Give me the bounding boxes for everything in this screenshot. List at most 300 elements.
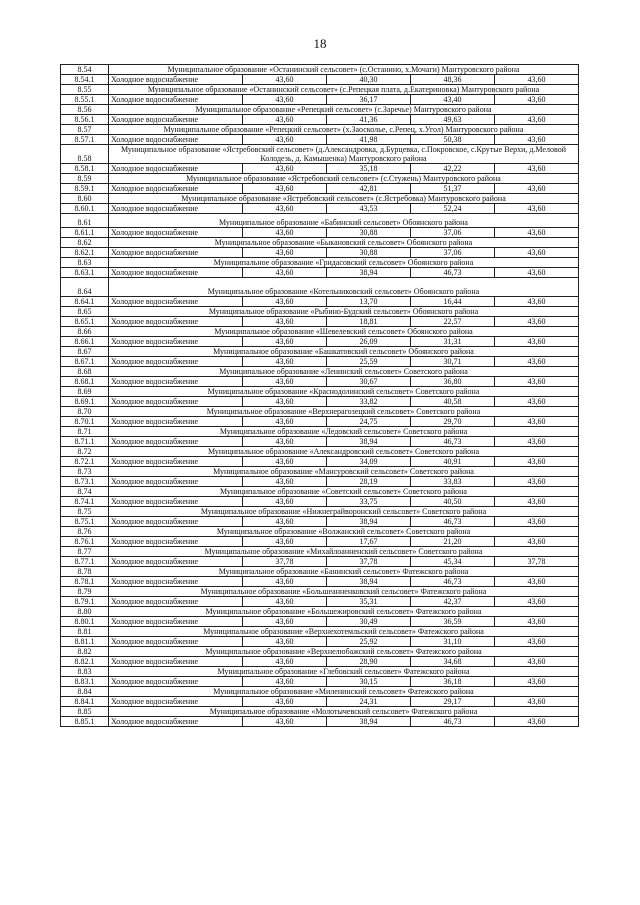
tariff-value-3: 45,34 xyxy=(411,557,495,567)
tariff-value-4: 43,60 xyxy=(495,204,579,214)
municipality-title: Муниципальное образование «Михайлоанненский сельсовет» Советского района xyxy=(109,547,579,557)
tariff-table xyxy=(60,64,579,727)
row-code: 8.58 xyxy=(61,145,109,164)
service-name: Холодное водоснабжение xyxy=(109,437,243,447)
municipality-title: Муниципальное образование «Глебовский сельсовет» Фатежского района xyxy=(109,667,579,677)
tariff-value-4: 43,60 xyxy=(495,164,579,174)
tariff-value-3: 46,73 xyxy=(411,268,495,278)
municipality-row xyxy=(61,347,579,357)
service-name: Холодное водоснабжение xyxy=(109,717,243,727)
tariff-value-3: 29,17 xyxy=(411,697,495,707)
tariff-value-1: 43,60 xyxy=(243,657,327,667)
municipality-row xyxy=(61,194,579,204)
municipality-title: Муниципальное образование «Волжанский сельсовет» Советского района xyxy=(109,527,579,537)
row-code: 8.61.1 xyxy=(61,228,109,238)
tariff-value-2: 37,78 xyxy=(327,557,411,567)
service-row xyxy=(61,268,579,278)
tariff-value-2: 43,53 xyxy=(327,204,411,214)
tariff-value-4: 43,60 xyxy=(495,95,579,105)
row-code: 8.81 xyxy=(61,627,109,637)
row-code: 8.62 xyxy=(61,238,109,248)
tariff-value-1: 43,60 xyxy=(243,677,327,687)
tariff-value-3: 42,37 xyxy=(411,597,495,607)
tariff-value-4: 43,60 xyxy=(495,477,579,487)
service-row xyxy=(61,377,579,387)
row-code: 8.58.1 xyxy=(61,164,109,174)
tariff-value-1: 43,60 xyxy=(243,357,327,367)
tariff-value-3: 40,58 xyxy=(411,397,495,407)
tariff-value-1: 43,60 xyxy=(243,417,327,427)
service-row xyxy=(61,357,579,367)
row-code: 8.80 xyxy=(61,607,109,617)
tariff-value-3: 36,18 xyxy=(411,677,495,687)
service-name: Холодное водоснабжение xyxy=(109,677,243,687)
municipality-row xyxy=(61,507,579,517)
tariff-value-2: 13,70 xyxy=(327,297,411,307)
tariff-value-1: 43,60 xyxy=(243,268,327,278)
service-row xyxy=(61,617,579,627)
service-name: Холодное водоснабжение xyxy=(109,164,243,174)
row-code: 8.80.1 xyxy=(61,617,109,627)
tariff-value-1: 43,60 xyxy=(243,717,327,727)
service-name: Холодное водоснабжение xyxy=(109,697,243,707)
municipality-title: Муниципальное образование «Котельниковский сельсовет» Обоянского района xyxy=(109,278,579,297)
tariff-value-4: 43,60 xyxy=(495,637,579,647)
tariff-value-4: 43,60 xyxy=(495,617,579,627)
tariff-value-4: 43,60 xyxy=(495,697,579,707)
tariff-value-1: 43,60 xyxy=(243,135,327,145)
municipality-row xyxy=(61,587,579,597)
municipality-row xyxy=(61,367,579,377)
row-code: 8.71 xyxy=(61,427,109,437)
municipality-row xyxy=(61,327,579,337)
municipality-title: Муниципальное образование «Нижнеграйворонский сельсовет» Советского района xyxy=(109,507,579,517)
tariff-value-4: 43,60 xyxy=(495,268,579,278)
municipality-title: Муниципальное образование «Верхнелюбажский сельсовет» Фатежского района xyxy=(109,647,579,657)
tariff-value-1: 43,60 xyxy=(243,597,327,607)
row-code: 8.67 xyxy=(61,347,109,357)
service-name: Холодное водоснабжение xyxy=(109,377,243,387)
tariff-value-2: 38,94 xyxy=(327,437,411,447)
row-code: 8.77.1 xyxy=(61,557,109,567)
tariff-value-1: 43,60 xyxy=(243,517,327,527)
municipality-row xyxy=(61,407,579,417)
municipality-row xyxy=(61,65,579,75)
tariff-value-1: 43,60 xyxy=(243,437,327,447)
row-code: 8.60.1 xyxy=(61,204,109,214)
municipality-row xyxy=(61,447,579,457)
tariff-value-3: 36,59 xyxy=(411,617,495,627)
tariff-value-1: 43,60 xyxy=(243,248,327,258)
tariff-value-1: 37,78 xyxy=(243,557,327,567)
tariff-value-2: 33,82 xyxy=(327,397,411,407)
row-code: 8.82 xyxy=(61,647,109,657)
row-code: 8.75 xyxy=(61,507,109,517)
tariff-value-4: 43,60 xyxy=(495,657,579,667)
row-code: 8.74 xyxy=(61,487,109,497)
municipality-row xyxy=(61,145,579,164)
tariff-value-1: 43,60 xyxy=(243,297,327,307)
service-row xyxy=(61,457,579,467)
service-name: Холодное водоснабжение xyxy=(109,337,243,347)
service-row xyxy=(61,517,579,527)
tariff-value-2: 38,94 xyxy=(327,717,411,727)
tariff-value-2: 30,67 xyxy=(327,377,411,387)
tariff-value-4: 43,60 xyxy=(495,228,579,238)
service-name: Холодное водоснабжение xyxy=(109,497,243,507)
municipality-title: Муниципальное образование «Краснодолинский сельсовет» Советского района xyxy=(109,387,579,397)
service-name: Холодное водоснабжение xyxy=(109,417,243,427)
tariff-value-3: 42,22 xyxy=(411,164,495,174)
tariff-value-3: 21,20 xyxy=(411,537,495,547)
municipality-title: Муниципальное образование «Гридасовский сельсовет» Обоянского района xyxy=(109,258,579,268)
municipality-row xyxy=(61,387,579,397)
tariff-value-1: 43,60 xyxy=(243,184,327,194)
tariff-value-3: 34,68 xyxy=(411,657,495,667)
municipality-title: Муниципальное образование «Останинский сельсовет» (с.Останино, х.Мочаги) Мантуровского района xyxy=(109,65,579,75)
row-code: 8.62.1 xyxy=(61,248,109,258)
municipality-row xyxy=(61,487,579,497)
municipality-title: Муниципальное образование «Ястребовский сельсовет» (с.Стужень) Мантуровского района xyxy=(109,174,579,184)
row-code: 8.57.1 xyxy=(61,135,109,145)
tariff-value-2: 35,31 xyxy=(327,597,411,607)
municipality-title: Муниципальное образование «Репецкий сельсовет» (х.Заосколье, с.Репец, х.Угол) Мантуровского района xyxy=(109,125,579,135)
tariff-value-4: 43,60 xyxy=(495,377,579,387)
tariff-value-1: 43,60 xyxy=(243,75,327,85)
tariff-value-1: 43,60 xyxy=(243,637,327,647)
service-row xyxy=(61,417,579,427)
tariff-value-1: 43,60 xyxy=(243,95,327,105)
row-code: 8.85 xyxy=(61,707,109,717)
tariff-value-2: 30,49 xyxy=(327,617,411,627)
row-code: 8.70.1 xyxy=(61,417,109,427)
tariff-value-3: 36,80 xyxy=(411,377,495,387)
service-row xyxy=(61,164,579,174)
row-code: 8.59.1 xyxy=(61,184,109,194)
row-code: 8.54 xyxy=(61,65,109,75)
row-code: 8.66 xyxy=(61,327,109,337)
row-code: 8.67.1 xyxy=(61,357,109,367)
tariff-value-3: 29,70 xyxy=(411,417,495,427)
service-name: Холодное водоснабжение xyxy=(109,204,243,214)
service-row xyxy=(61,184,579,194)
service-name: Холодное водоснабжение xyxy=(109,657,243,667)
service-row xyxy=(61,477,579,487)
municipality-title: Муниципальное образование «Башкатовский сельсовет» Обоянского района xyxy=(109,347,579,357)
tariff-value-2: 28,90 xyxy=(327,657,411,667)
municipality-title: Муниципальное образование «Большежировский сельсовет» Фатежского района xyxy=(109,607,579,617)
municipality-title: Муниципальное образование «Молотычевский сельсовет» Фатежского района xyxy=(109,707,579,717)
municipality-row xyxy=(61,125,579,135)
municipality-title: Муниципальное образование «Верхнерагозецкий сельсовет» Советского района xyxy=(109,407,579,417)
row-code: 8.63.1 xyxy=(61,268,109,278)
service-name: Холодное водоснабжение xyxy=(109,115,243,125)
tariff-value-3: 22,57 xyxy=(411,317,495,327)
municipality-title: Муниципальное образование «Мансуровский сельсовет» Советского района xyxy=(109,467,579,477)
tariff-value-3: 46,73 xyxy=(411,437,495,447)
row-code: 8.75.1 xyxy=(61,517,109,527)
municipality-title: Муниципальное образование «Ледовский сельсовет» Советского района xyxy=(109,427,579,437)
service-name: Холодное водоснабжение xyxy=(109,637,243,647)
tariff-value-2: 30,88 xyxy=(327,228,411,238)
service-row xyxy=(61,597,579,607)
service-row xyxy=(61,75,579,85)
municipality-row xyxy=(61,627,579,637)
service-name: Холодное водоснабжение xyxy=(109,268,243,278)
tariff-value-4: 43,60 xyxy=(495,717,579,727)
service-row xyxy=(61,317,579,327)
tariff-value-2: 42,81 xyxy=(327,184,411,194)
municipality-row xyxy=(61,307,579,317)
row-code: 8.84.1 xyxy=(61,697,109,707)
row-code: 8.61 xyxy=(61,214,109,228)
tariff-value-4: 43,60 xyxy=(495,397,579,407)
tariff-value-4: 43,60 xyxy=(495,457,579,467)
tariff-value-1: 43,60 xyxy=(243,537,327,547)
service-name: Холодное водоснабжение xyxy=(109,135,243,145)
tariff-value-1: 43,60 xyxy=(243,577,327,587)
municipality-row xyxy=(61,238,579,248)
municipality-row xyxy=(61,214,579,228)
tariff-value-3: 37,06 xyxy=(411,228,495,238)
service-row xyxy=(61,637,579,647)
tariff-value-4: 43,60 xyxy=(495,357,579,367)
row-code: 8.73 xyxy=(61,467,109,477)
row-code: 8.63 xyxy=(61,258,109,268)
service-name: Холодное водоснабжение xyxy=(109,557,243,567)
row-code: 8.82.1 xyxy=(61,657,109,667)
municipality-row xyxy=(61,567,579,577)
tariff-table-body xyxy=(61,65,579,727)
tariff-value-3: 46,73 xyxy=(411,717,495,727)
municipality-row xyxy=(61,85,579,95)
tariff-value-4: 43,60 xyxy=(495,677,579,687)
tariff-value-1: 43,60 xyxy=(243,317,327,327)
service-name: Холодное водоснабжение xyxy=(109,457,243,467)
row-code: 8.72.1 xyxy=(61,457,109,467)
row-code: 8.78 xyxy=(61,567,109,577)
tariff-value-2: 18,81 xyxy=(327,317,411,327)
tariff-value-2: 30,88 xyxy=(327,248,411,258)
tariff-value-3: 37,06 xyxy=(411,248,495,258)
tariff-value-1: 43,60 xyxy=(243,457,327,467)
page-number: 18 xyxy=(313,36,327,51)
tariff-value-2: 17,67 xyxy=(327,537,411,547)
row-code: 8.77 xyxy=(61,547,109,557)
service-row xyxy=(61,204,579,214)
row-code: 8.65 xyxy=(61,307,109,317)
tariff-value-2: 38,94 xyxy=(327,517,411,527)
municipality-row xyxy=(61,607,579,617)
tariff-value-3: 33,83 xyxy=(411,477,495,487)
tariff-value-4: 43,60 xyxy=(495,317,579,327)
tariff-value-1: 43,60 xyxy=(243,228,327,238)
service-row xyxy=(61,677,579,687)
row-code: 8.83.1 xyxy=(61,677,109,687)
municipality-title: Муниципальное образование «Репецкий сельсовет» (с.Заречье) Мантуровского района xyxy=(109,105,579,115)
tariff-value-3: 50,38 xyxy=(411,135,495,145)
tariff-value-3: 40,91 xyxy=(411,457,495,467)
tariff-value-1: 43,60 xyxy=(243,697,327,707)
service-row xyxy=(61,717,579,727)
service-name: Холодное водоснабжение xyxy=(109,517,243,527)
service-name: Холодное водоснабжение xyxy=(109,617,243,627)
row-code: 8.57 xyxy=(61,125,109,135)
tariff-value-2: 40,30 xyxy=(327,75,411,85)
municipality-title: Муниципальное образование «Бабинский сельсовет» Обоянского района xyxy=(109,214,579,228)
municipality-row xyxy=(61,105,579,115)
row-code: 8.78.1 xyxy=(61,577,109,587)
municipality-row xyxy=(61,467,579,477)
row-code: 8.79.1 xyxy=(61,597,109,607)
service-row xyxy=(61,437,579,447)
service-row xyxy=(61,228,579,238)
municipality-row xyxy=(61,687,579,697)
service-name: Холодное водоснабжение xyxy=(109,357,243,367)
tariff-value-4: 43,60 xyxy=(495,597,579,607)
tariff-value-4: 43,60 xyxy=(495,437,579,447)
tariff-value-2: 38,94 xyxy=(327,268,411,278)
row-code: 8.76 xyxy=(61,527,109,537)
tariff-value-4: 43,60 xyxy=(495,297,579,307)
row-code: 8.56.1 xyxy=(61,115,109,125)
service-name: Холодное водоснабжение xyxy=(109,184,243,194)
tariff-value-4: 43,60 xyxy=(495,248,579,258)
tariff-value-3: 46,73 xyxy=(411,577,495,587)
row-code: 8.59 xyxy=(61,174,109,184)
tariff-value-2: 28,19 xyxy=(327,477,411,487)
row-code: 8.74.1 xyxy=(61,497,109,507)
municipality-title: Муниципальное образование «Банинский сельсовет» Фатежского района xyxy=(109,567,579,577)
tariff-value-1: 43,60 xyxy=(243,477,327,487)
tariff-value-1: 43,60 xyxy=(243,115,327,125)
tariff-value-4: 43,60 xyxy=(495,497,579,507)
tariff-value-2: 34,09 xyxy=(327,457,411,467)
municipality-title: Муниципальное образование «Александровский сельсовет» Советского района xyxy=(109,447,579,457)
service-name: Холодное водоснабжение xyxy=(109,228,243,238)
municipality-title: Муниципальное образование «Рыбино-Будский сельсовет» Обоянского района xyxy=(109,307,579,317)
municipality-row xyxy=(61,547,579,557)
service-name: Холодное водоснабжение xyxy=(109,297,243,307)
row-code: 8.72 xyxy=(61,447,109,457)
service-name: Холодное водоснабжение xyxy=(109,537,243,547)
municipality-row xyxy=(61,427,579,437)
service-row xyxy=(61,397,579,407)
municipality-row xyxy=(61,174,579,184)
tariff-value-2: 25,59 xyxy=(327,357,411,367)
service-row xyxy=(61,135,579,145)
tariff-value-4: 43,60 xyxy=(495,184,579,194)
tariff-value-4: 37,78 xyxy=(495,557,579,567)
row-code: 8.81.1 xyxy=(61,637,109,647)
tariff-value-3: 49,63 xyxy=(411,115,495,125)
row-code: 8.83 xyxy=(61,667,109,677)
row-code: 8.54.1 xyxy=(61,75,109,85)
service-name: Холодное водоснабжение xyxy=(109,397,243,407)
row-code: 8.70 xyxy=(61,407,109,417)
tariff-value-2: 41,36 xyxy=(327,115,411,125)
tariff-value-3: 31,10 xyxy=(411,637,495,647)
municipality-title: Муниципальное образование «Верхнехотемльский сельсовет» Фатежского района xyxy=(109,627,579,637)
municipality-row xyxy=(61,258,579,268)
municipality-title: Муниципальное образование «Останинский сельсовет» (с.Репецкая плата, д.Екатериновка) Мантуровского района xyxy=(109,85,579,95)
service-row xyxy=(61,297,579,307)
row-code: 8.60 xyxy=(61,194,109,204)
service-row xyxy=(61,657,579,667)
tariff-value-2: 26,09 xyxy=(327,337,411,347)
service-row xyxy=(61,337,579,347)
service-row xyxy=(61,95,579,105)
tariff-value-2: 38,94 xyxy=(327,577,411,587)
row-code: 8.66.1 xyxy=(61,337,109,347)
tariff-value-3: 30,71 xyxy=(411,357,495,367)
tariff-value-4: 43,60 xyxy=(495,337,579,347)
service-name: Холодное водоснабжение xyxy=(109,577,243,587)
tariff-value-1: 43,60 xyxy=(243,617,327,627)
tariff-value-2: 30,15 xyxy=(327,677,411,687)
service-name: Холодное водоснабжение xyxy=(109,317,243,327)
row-code: 8.85.1 xyxy=(61,717,109,727)
row-code: 8.71.1 xyxy=(61,437,109,447)
row-code: 8.68 xyxy=(61,367,109,377)
row-code: 8.64 xyxy=(61,278,109,297)
row-code: 8.69 xyxy=(61,387,109,397)
tariff-value-1: 43,60 xyxy=(243,204,327,214)
service-name: Холодное водоснабжение xyxy=(109,477,243,487)
tariff-value-3: 46,73 xyxy=(411,517,495,527)
municipality-title: Муниципальное образование «Советский сельсовет» Советского района xyxy=(109,487,579,497)
row-code: 8.68.1 xyxy=(61,377,109,387)
tariff-value-3: 31,31 xyxy=(411,337,495,347)
service-name: Холодное водоснабжение xyxy=(109,95,243,105)
municipality-title: Муниципальное образование «Большеанненковский сельсовет» Фатежского района xyxy=(109,587,579,597)
row-code: 8.79 xyxy=(61,587,109,597)
tariff-value-2: 33,75 xyxy=(327,497,411,507)
service-row xyxy=(61,577,579,587)
municipality-row xyxy=(61,707,579,717)
tariff-value-1: 43,60 xyxy=(243,377,327,387)
tariff-value-2: 41,98 xyxy=(327,135,411,145)
tariff-value-1: 43,60 xyxy=(243,397,327,407)
tariff-value-4: 43,60 xyxy=(495,135,579,145)
service-row xyxy=(61,557,579,567)
municipality-row xyxy=(61,647,579,657)
municipality-title: Муниципальное образование «Ястребовский сельсовет» (с.Ястребовка) Мантуровского района xyxy=(109,194,579,204)
tariff-value-4: 43,60 xyxy=(495,75,579,85)
tariff-value-3: 16,44 xyxy=(411,297,495,307)
row-code: 8.76.1 xyxy=(61,537,109,547)
tariff-value-2: 36,17 xyxy=(327,95,411,105)
tariff-value-1: 43,60 xyxy=(243,497,327,507)
service-name: Холодное водоснабжение xyxy=(109,248,243,258)
service-row xyxy=(61,248,579,258)
tariff-value-2: 35,18 xyxy=(327,164,411,174)
row-code: 8.55 xyxy=(61,85,109,95)
tariff-value-1: 43,60 xyxy=(243,337,327,347)
tariff-value-4: 43,60 xyxy=(495,517,579,527)
service-name: Холодное водоснабжение xyxy=(109,597,243,607)
tariff-value-3: 48,36 xyxy=(411,75,495,85)
tariff-value-3: 40,50 xyxy=(411,497,495,507)
row-code: 8.55.1 xyxy=(61,95,109,105)
row-code: 8.65.1 xyxy=(61,317,109,327)
tariff-value-2: 24,31 xyxy=(327,697,411,707)
municipality-title: Муниципальное образование «Миленинский сельсовет» Фатежского района xyxy=(109,687,579,697)
service-name: Холодное водоснабжение xyxy=(109,75,243,85)
tariff-value-4: 43,60 xyxy=(495,537,579,547)
municipality-row xyxy=(61,278,579,297)
service-row xyxy=(61,115,579,125)
